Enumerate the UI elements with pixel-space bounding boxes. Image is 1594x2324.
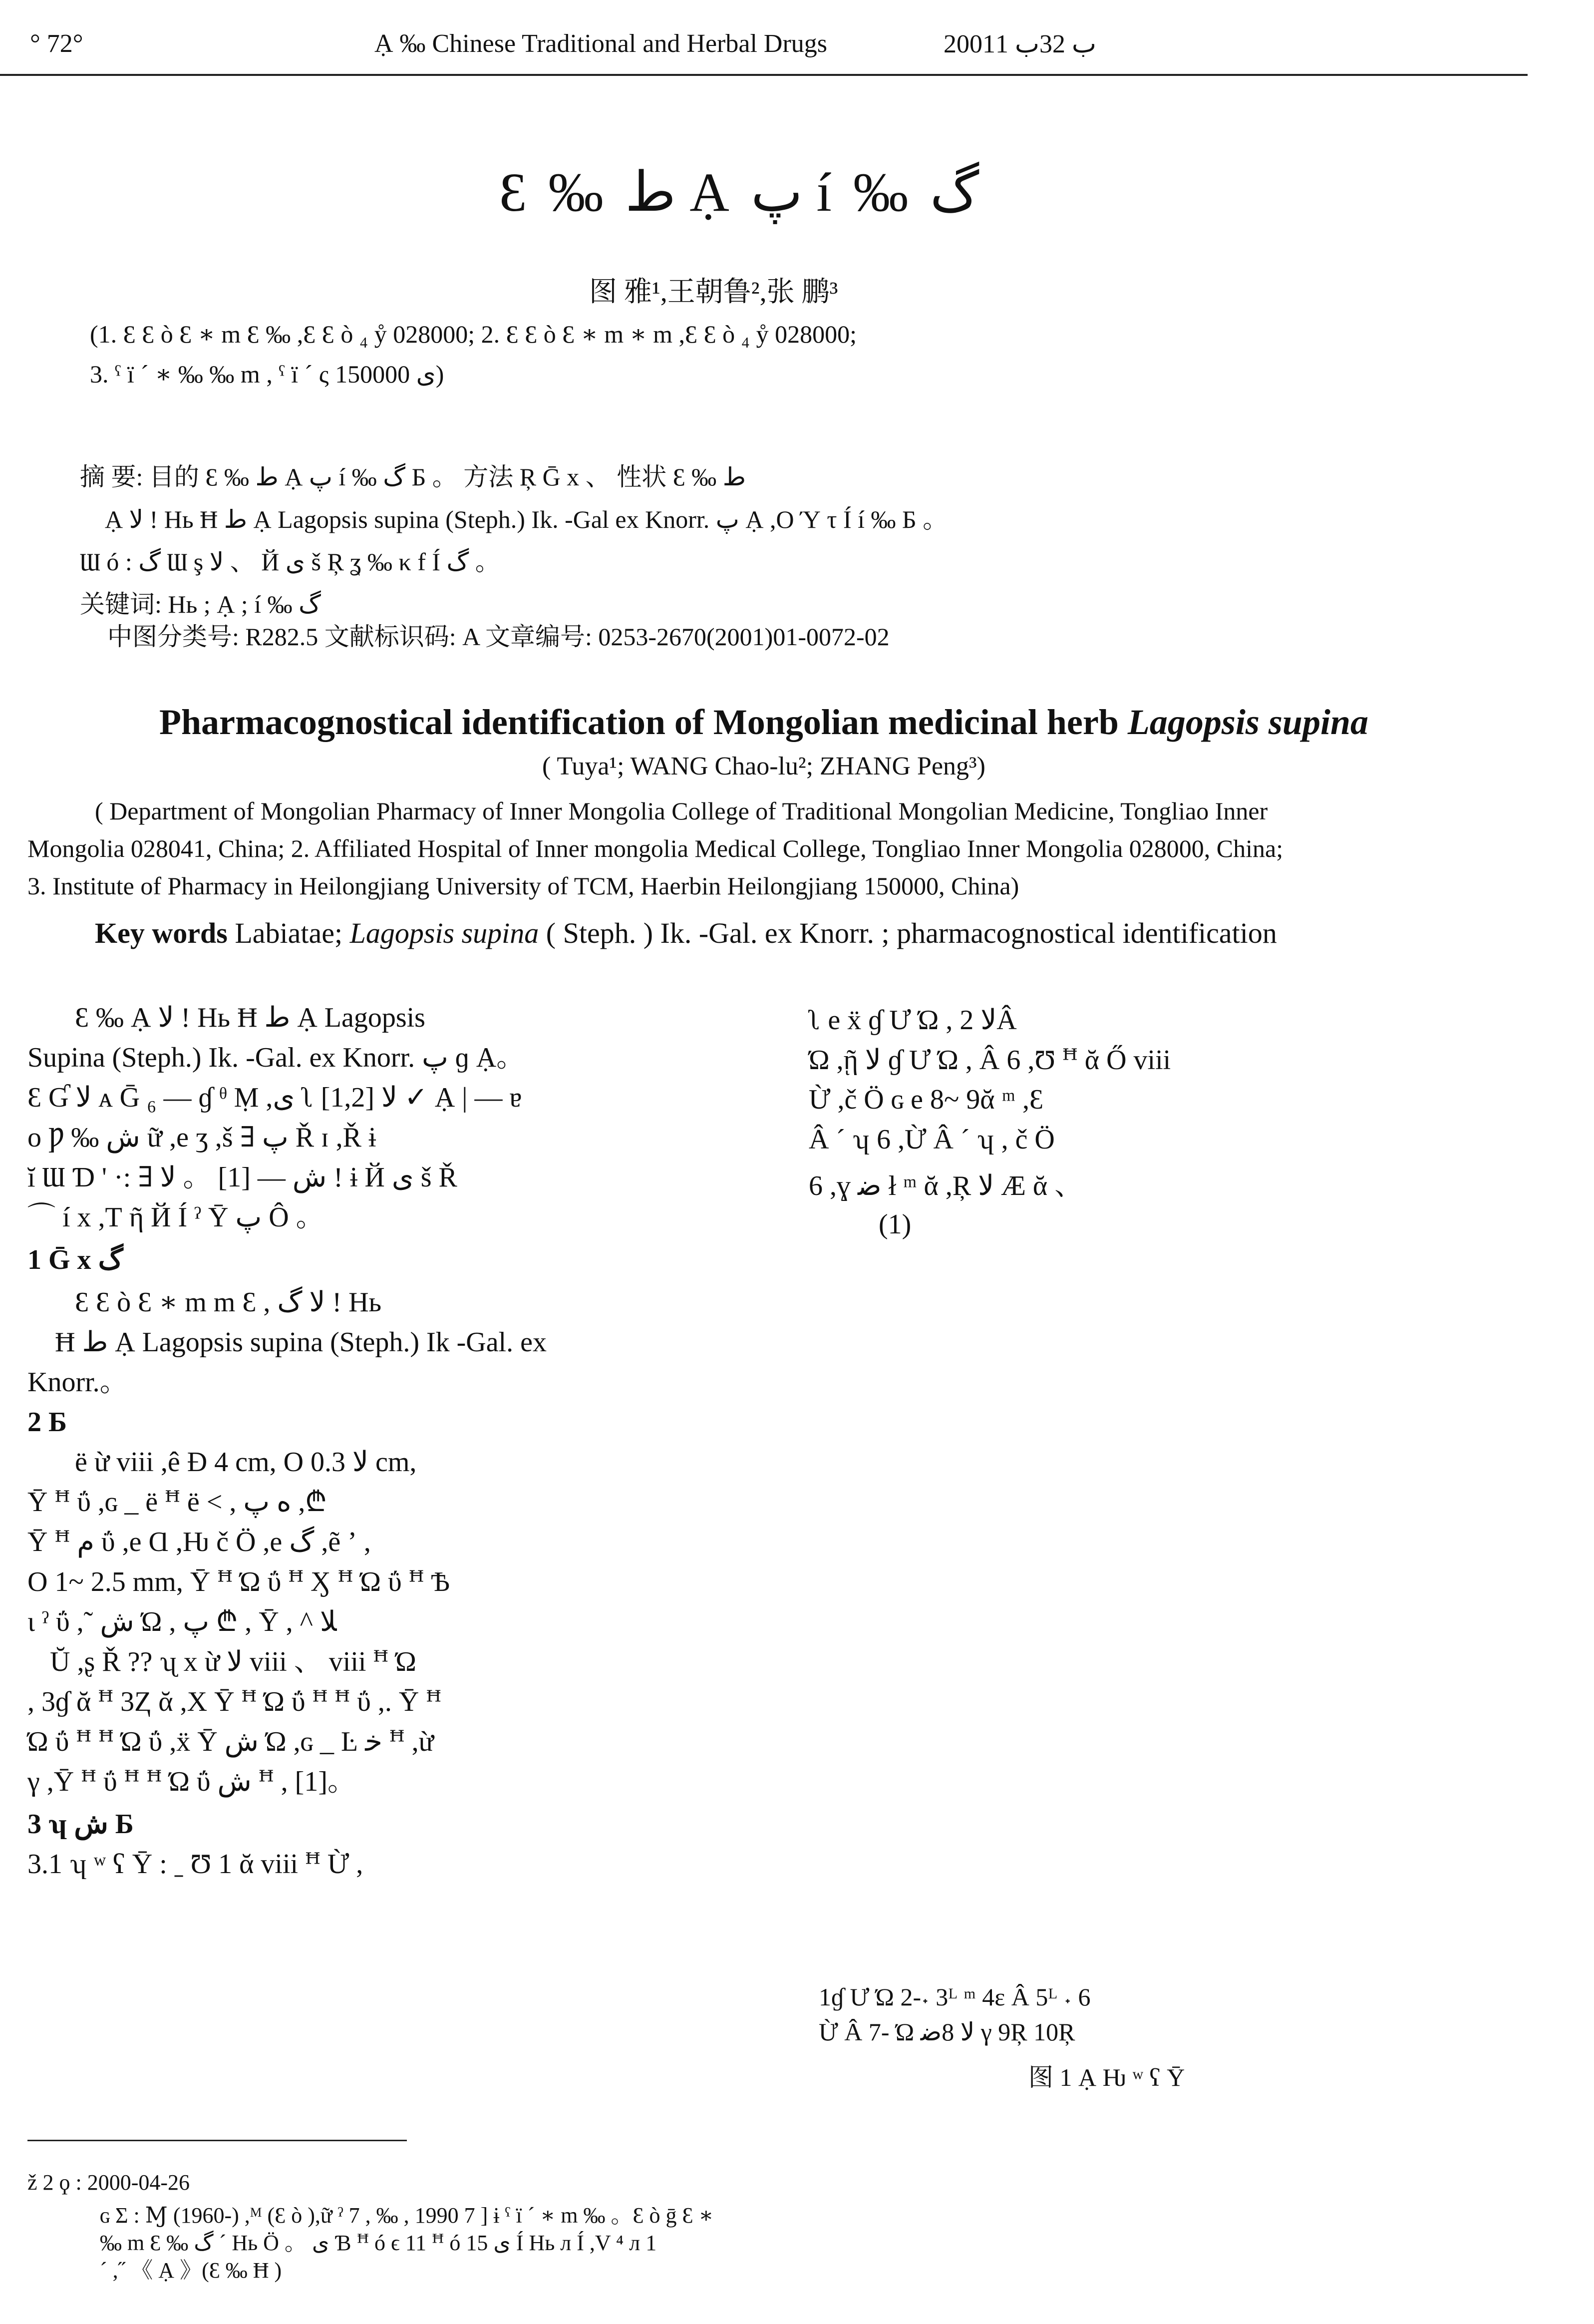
english-keywords: [95, 916, 1277, 950]
keywords-text: Labiatae;: [235, 917, 343, 949]
section-heading: 3 ʮ ش Б: [27, 1809, 134, 1840]
keywords-label: Key words: [95, 917, 228, 949]
affiliation-line: 3. ˁ ï ´ ∗ ‰ ‰ m , ˁ ï ´ ς ى 150000): [90, 360, 444, 388]
body-line: Ȳ ꟸ م ΰ ,e Ɑ ,Ƕ č Ö ,e گ ,ẽ ʼ ,: [27, 1527, 371, 1557]
keywords-cn: 关键词: Hь ; Ạ ; í ‰ گ: [80, 590, 321, 618]
classification-line: 中图分类号: R282.5 文献标识码: A 文章编号: 0253-2670(2001)01-0072-02: [107, 623, 890, 651]
footnote-line: ‰ m Ɛ ‰ گ ´ Hь Ö 。 ى Ɓ ꟸ ó ϵ 11 ꟸ ó ى 15 Í Hь л Í ,V ⁴ л 1: [100, 2231, 657, 2255]
english-title: [0, 702, 1528, 743]
body-line: Ừ ,č Ö ɢ e 8~ 9ᾰ ᵐ ,Ɛ: [809, 1084, 1044, 1115]
english-affiliation-line: 3. Institute of Pharmacy in Heilongjiang University of TCM, Haerbin Heilongjiang 150000, China): [27, 872, 1019, 900]
body-line: Knorr.。: [27, 1367, 128, 1398]
english-affiliation-line: Mongolia 028041, China; 2. Affiliated Hospital of Inner mongolia Medical College, Tongliao Inner Mongolia 028000, China;: [27, 834, 1283, 862]
body-line: Ȳ ꟸ ΰ ,ɢ _ ë ꟸ ë < , ﻩ پ ,₾: [27, 1487, 327, 1518]
body-line: Supina (Steph.) Ik. -Gal. ex Knorr. پ ɡ Ạ。: [27, 1042, 525, 1073]
body-line: Ώ ,ῇ ﻻ ɠ Ư Ώ , Â 6 ,Ʊ ꟸ ᾰ Ő viii: [809, 1045, 1171, 1076]
footnote-rule: [27, 2140, 407, 2141]
body-line: ĭ Ɯ Ɗ ' ·: ∃ ش — [1] 。 ﻻ ! ɨ Й ى š Ř: [27, 1162, 457, 1193]
affiliation-line: (1. Ɛ Ɛ ò Ɛ ∗ m Ɛ ‰ ,Ɛ Ɛ ò ₄ ẙ 028000; 2. Ɛ Ɛ ò Ɛ ∗ m ∗ m ,Ɛ Ɛ ò ₄ ẙ 028000;: [90, 320, 857, 348]
body-line: , 3ɠ ᾰ ꟸ 3Ⱬ ᾰ ,Χ Ȳ ꟸ Ώ ΰ ꟸ ꟸ ΰ ,. Ȳ ꟸ: [27, 1686, 442, 1717]
english-title-text: Pharmacognostical identification of Mongolian medicinal herb: [159, 702, 1119, 742]
abstract-line: Ɯ ó : گ Ɯ ş ﻻ 、 Й ى š Ŗ ʓ ‰ κ f Í گ 。: [80, 548, 500, 576]
body-line: Ɛ Ɠ ﻻ ᴀ Ḡ ₆ — ɠ ᶿ Ṃ ,ى ʅ [1,2] ﻻ ✓ Ạ | — ɐ: [27, 1082, 522, 1113]
header-rule: [0, 74, 1528, 76]
abstract-line: Ạ ﻻ ! Hь Ħ ﻁ Ạ Lagopsis supina (Steph.) Ik. -Gal ex Knorr. پ Ạ ,O Ύ τ Í í ‰ Б 。: [105, 505, 948, 533]
figure-legend-row: Ừ Â 7- Ώ ﻻ 8ﺿ γ 9Ŗ 10Ŗ: [819, 2018, 1075, 2046]
section-heading: 2 Б: [27, 1407, 67, 1438]
body-line: Ɛ ‰ Ạ ﻻ ! Hь Ħ ﻁ Ạ Lagopsis: [75, 1002, 425, 1033]
body-line: Ɛ Ɛ ò Ɛ ∗ m m Ɛ , ﻻ گ ! Hь: [75, 1287, 382, 1318]
english-authors: ( Tuya¹; WANG Chao-lu²; ZHANG Peng³): [542, 752, 985, 780]
authors-cn: 图 雅¹,王朝鲁²,张 鹏³: [589, 277, 838, 308]
figure-reference: (1): [879, 1209, 912, 1240]
english-affiliation-line: ( Department of Mongolian Pharmacy of Inner Mongolia College of Traditional Mongolian Medicine, Tongliao Inner: [95, 797, 1268, 825]
body-line: 3.1 ʮ ʷ ʕ Ȳ : ˍ Ʊ 1 ᾰ viii ꟸ Ừ ,: [27, 1849, 363, 1880]
page-number: ° 72°: [30, 29, 83, 58]
body-line: 6 ,ɣ ﺿ ł ᵐ ᾰ ,Ŗ ﻻ Æ ᾰ 、: [809, 1170, 1083, 1201]
body-line: Â ´ ʮ 6 ,Ừ Â ´ ʮ , č Ö: [809, 1124, 1055, 1155]
body-line: ⌒ í x ,Т ῆ Й Í ˀ Ȳ پ Ô 。: [27, 1202, 324, 1233]
footnote-line: ɢ Ʃ : Ɱ (1960-) ,ᴹ (Ɛ ò ),ữ ˀ 7 , ‰ , 1990 7 ] ɨ ˁ ï ´ ∗ m ‰ 。Ɛ ò ḡ Ɛ ∗: [100, 2203, 714, 2228]
footnote-line: ž 2 ϙ : 2000-04-26: [27, 2170, 190, 2195]
footnote-line: ´ ,˝ 《 Ạ 》(Ɛ ‰ Ħ ): [100, 2258, 282, 2283]
abstract-line: 摘 要: 目的 Ɛ ‰ ﻁ Ạ پ í ‰ گ Б 。 方法 Ŗ Ḡ x 、 性状 Ɛ ‰ ﻁ: [80, 463, 746, 491]
section-heading: 1 Ḡ x گ: [27, 1244, 123, 1275]
body-line: Ώ ΰ ꟸ ꟸ Ώ ΰ ,ẍ Ȳ ش Ώ ,ɢ _ Ŀ ﺧ ꟸ ,ừ: [27, 1726, 434, 1757]
body-line: ο Ƿ ‰ ش ữ ,e ʒ ,š ∃ پ Ř ɪ ,Ř ɨ: [27, 1122, 376, 1153]
figure-area: [779, 1298, 1528, 1957]
body-line: ë ừ viii ,ê Ɖ 4 cm, O ﻻ 0.3 cm,: [75, 1447, 417, 1478]
issue-info: 2001ب 32ب 1: [944, 30, 1096, 58]
keywords-text: ( Steph. ) Ik. -Gal. ex Knorr. ; pharmacognostical identification: [546, 917, 1277, 949]
body-line: Ħ ﻁ Ạ Lagopsis supina (Steph.) Ik -Gal. ex: [55, 1327, 547, 1358]
body-line: O 1~ 2.5 mm, Ȳ ꟸ Ώ ΰ ꟸ Ӽ ꟸ Ώ ΰ ꟸ Ѣ: [27, 1566, 450, 1597]
body-line: Ŭ ,ʂ Ř ?? ʯ x ừ ﻻ viii 、 viii ꟸ Ώ: [50, 1646, 416, 1677]
figure-caption: 图 1 Ạ Ƕ ʷ ʕ Ȳ: [1028, 2063, 1185, 2091]
keywords-species: Lagopsis supina: [349, 917, 539, 949]
body-line: γ ,Ȳ ꟸ ΰ ꟸ ꟸ Ώ ΰ ش ꟸ , [1]。: [27, 1766, 355, 1797]
body-line: ι ˀ ΰ ,˜ ش Ώ , پ ₾ , Ȳ , ^ ﻼ: [27, 1606, 337, 1637]
figure-legend-row: 1ɠ Ư Ώ 2-˖ 3ᴸ ᵐ 4ɛ Â 5ᴸ ˖ 6: [819, 1983, 1091, 2011]
body-line: ʅ e ẍ ɠ Ư Ώ , ﻻ 2Â: [809, 1005, 1017, 1036]
article-title-cn: Ɛ ‰ ﻁ Ạ پ í ‰ گ: [499, 162, 979, 223]
english-title-species: Lagopsis supina: [1127, 702, 1369, 742]
journal-name: Ạ ‰ Chinese Traditional and Herbal Drugs: [374, 29, 828, 58]
